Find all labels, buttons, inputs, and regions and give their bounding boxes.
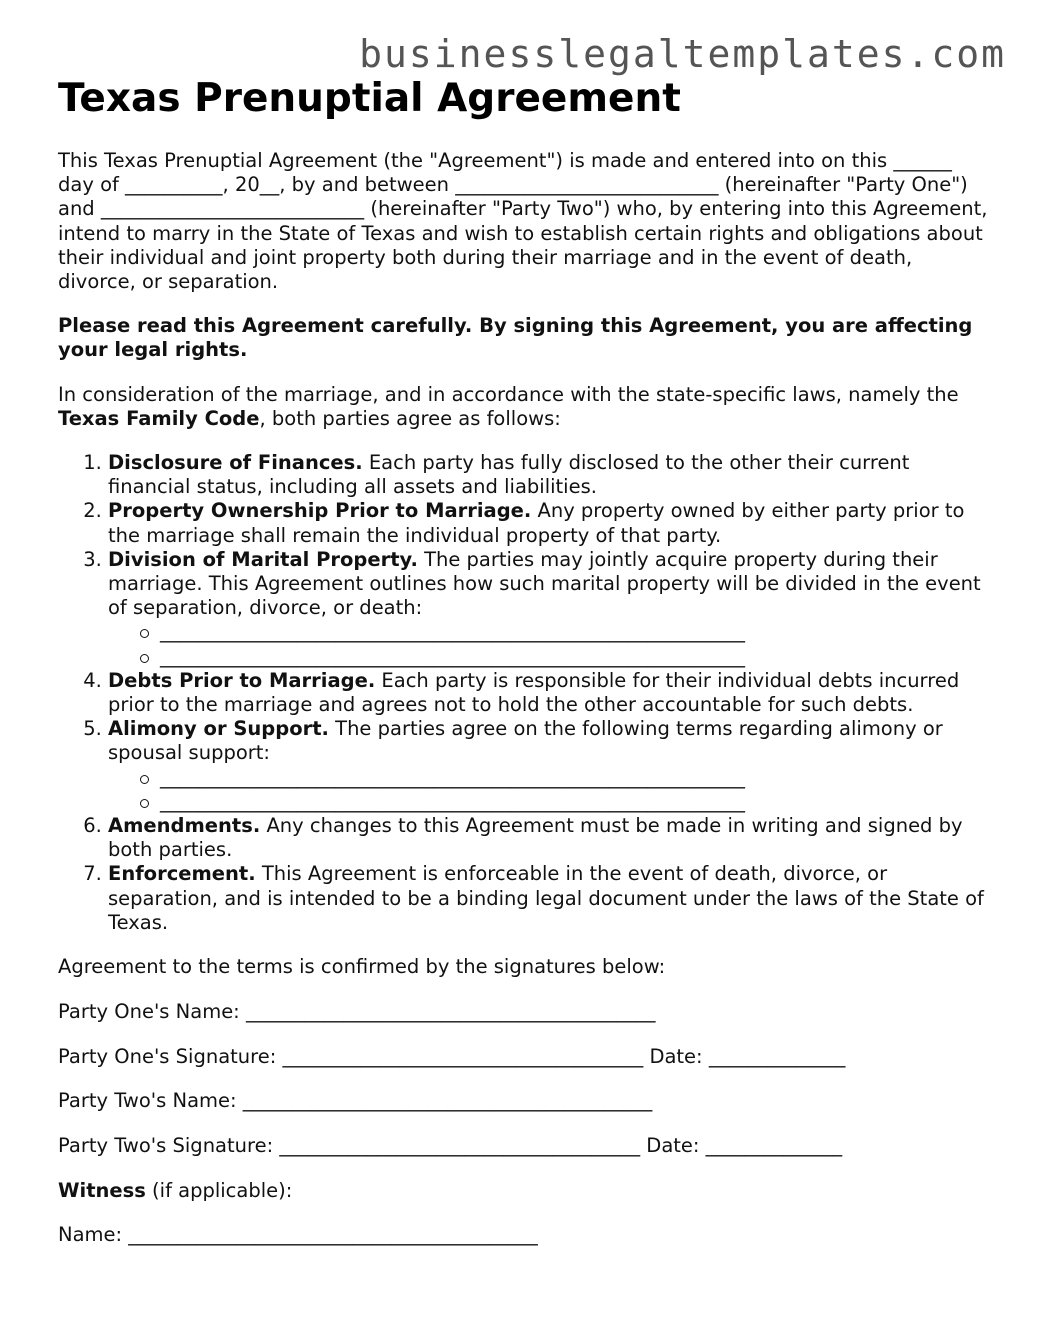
party-two-name-field[interactable]: Party Two's Name: __________________________________________ — [58, 1089, 653, 1113]
term-text: Each party is responsible for their individual debts incurred prior to the marriage and agrees not to hold the other accountable for such debts. — [108, 668, 960, 717]
term-heading: Alimony or Support. — [108, 717, 329, 741]
consideration-law: Texas Family Code — [58, 406, 260, 430]
term-text: The parties may jointly acquire property during their marriage. This Agreement outlines how such marital property will be divided in the event of separation, divorce, or death: — [108, 547, 981, 620]
party-one-signature-field[interactable]: Party One's Signature: _____________________________________ Date: ______________ — [58, 1044, 846, 1068]
site-watermark: businesslegaltemplates.com — [359, 32, 1006, 76]
term-heading: Enforcement. — [108, 862, 256, 886]
term-heading: Disclosure of Finances. — [108, 451, 363, 475]
blank-line: ____________________________________________________________ — [140, 620, 988, 644]
document-title: Texas Prenuptial Agreement — [58, 76, 681, 121]
party-two-signature-field[interactable]: Party Two's Signature: _____________________________________ Date: ______________ — [58, 1133, 843, 1157]
blank-list — [108, 766, 988, 814]
term-text: Each party has fully disclosed to the other their current financial status, including all assets and liabilities. — [108, 451, 910, 499]
term-item — [108, 717, 988, 814]
term-text: Any changes to this Agreement must be made in writing and signed by both parties. — [108, 814, 963, 862]
blank-line: ____________________________________________________________ — [140, 645, 988, 669]
term-heading: Division of Marital Property. — [108, 547, 418, 571]
document-body — [58, 74, 988, 1248]
blank-list — [108, 620, 988, 668]
term-heading: Amendments. — [108, 814, 261, 838]
term-item — [108, 862, 988, 935]
term-text: This Agreement is enforceable in the event of death, divorce, or separation, and is intended to be a binding legal document under the laws of the State of Texas. — [108, 862, 984, 934]
term-item — [108, 669, 988, 717]
intro-paragraph: This Texas Prenuptial Agreement (the "Agreement") is made and entered into on this ______ day of __________, 20__, by and between ___________________________ (hereinafter "Party One") and ___________________________ (hereinafter "Party Two") who, by entering into this Agreement, intend to marry in the State of Texas and wish to establish certain rights and obligations about their individual and joint property both during their marriage and in the event of death, divorce, or separation. — [58, 149, 988, 294]
term-item — [108, 814, 988, 862]
term-item — [108, 548, 988, 669]
term-heading: Debts Prior to Marriage. — [108, 668, 376, 692]
witness-name-field[interactable]: Name: __________________________________________ — [58, 1223, 538, 1247]
term-item — [108, 499, 988, 547]
term-heading: Property Ownership Prior to Marriage. — [108, 499, 532, 523]
terms-list — [58, 451, 988, 935]
blank-line: ____________________________________________________________ — [140, 766, 988, 790]
warning-paragraph: Please read this Agreement carefully. By signing this Agreement, you are affecting your legal rights. — [58, 314, 973, 362]
consideration-before: In consideration of the marriage, and in accordance with the state-specific laws, namely the — [58, 382, 959, 406]
consideration-paragraph — [58, 383, 988, 431]
confirmation-line: Agreement to the terms is confirmed by the signatures below: — [58, 955, 666, 979]
party-one-name-field[interactable]: Party One's Name: __________________________________________ — [58, 999, 656, 1023]
term-text: The parties agree on the following terms regarding alimony or spousal support: — [108, 717, 943, 765]
witness-heading — [58, 1179, 988, 1203]
term-item — [108, 451, 988, 499]
consideration-after: , both parties agree as follows: — [259, 406, 561, 430]
witness-label: Witness — [58, 1178, 146, 1202]
term-text: Any property owned by either party prior to the marriage shall remain the individual property of that party. — [108, 499, 965, 547]
witness-note: (if applicable): — [145, 1178, 293, 1202]
blank-line: ____________________________________________________________ — [140, 790, 988, 814]
